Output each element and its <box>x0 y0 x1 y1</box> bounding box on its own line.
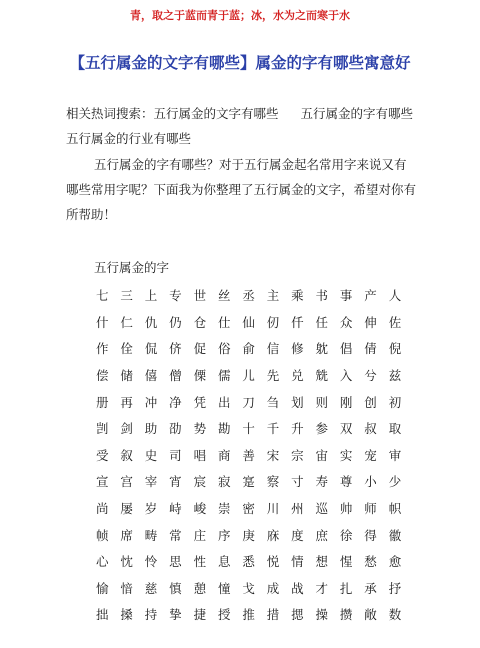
character-cell: 傈 <box>193 368 207 384</box>
character-cell: 徐 <box>339 527 353 543</box>
character-cell: 势 <box>193 421 207 437</box>
character-cell: 储 <box>120 368 133 384</box>
keyword-link-2[interactable]: 五行属金的字有哪些 <box>300 106 414 121</box>
character-cell: 倩 <box>364 341 377 357</box>
character-cell: 授 <box>217 607 231 623</box>
character-cell: 持 <box>144 607 158 623</box>
character-cell: 十 <box>242 421 255 437</box>
character-cell: 刚 <box>339 394 353 410</box>
character-cell: 躭 <box>315 341 329 357</box>
section-heading: 五行属金的字 <box>94 260 170 275</box>
character-cell: 悉 <box>242 554 255 570</box>
character-cell: 寿 <box>315 474 329 490</box>
character-cell: 丞 <box>242 288 255 304</box>
character-cell: 宫 <box>120 474 133 490</box>
character-cell: 侪 <box>169 341 182 357</box>
character-cell: 愁 <box>364 554 377 570</box>
character-cell: 佺 <box>120 341 133 357</box>
character-cell: 人 <box>388 288 402 304</box>
character-cell: 庥 <box>266 527 280 543</box>
character-cell: 小 <box>364 474 377 490</box>
character-cell: 伸 <box>364 314 377 330</box>
character-cell: 事 <box>339 288 353 304</box>
character-cell: 情 <box>291 554 304 570</box>
character-cell: 受 <box>96 447 109 463</box>
character-cell: 才 <box>315 580 329 596</box>
character-cell: 主 <box>266 288 280 304</box>
character-cell: 取 <box>388 421 402 437</box>
character-cell: 忱 <box>120 554 133 570</box>
character-cell: 州 <box>291 501 304 517</box>
character-cell: 僧 <box>169 368 182 384</box>
character-cell: 刍 <box>266 394 280 410</box>
character-cell: 戈 <box>242 580 255 596</box>
character-cell: 宵 <box>169 474 182 490</box>
character-cell: 先 <box>266 368 280 384</box>
character-cell: 兟 <box>315 368 329 384</box>
character-cell: 实 <box>339 447 353 463</box>
character-cell: 什 <box>96 314 109 330</box>
character-cell: 商 <box>217 447 231 463</box>
character-cell: 宸 <box>193 474 207 490</box>
character-cell: 宋 <box>266 447 280 463</box>
character-cell: 想 <box>315 554 329 570</box>
character-cell: 史 <box>144 447 158 463</box>
related-keywords <box>66 101 426 151</box>
character-cell: 庶 <box>315 527 329 543</box>
intro-paragraph: 五行属金的字有哪些？对于五行属金起名常用字来说又有哪些常用字呢？下面我为你整理了五行属金的文字，希望对你有所帮助！ <box>66 157 417 222</box>
character-cell: 划 <box>291 394 304 410</box>
character-cell: 出 <box>217 394 231 410</box>
character-cell: 憧 <box>217 580 231 596</box>
character-cell: 倡 <box>339 341 353 357</box>
character-cell: 剑 <box>120 421 133 437</box>
character-cell: 尊 <box>339 474 353 490</box>
character-cell: 寔 <box>242 474 255 490</box>
character-cell: 仇 <box>144 314 158 330</box>
character-cell: 则 <box>315 394 329 410</box>
character-cell: 巡 <box>315 501 329 517</box>
character-cell: 得 <box>364 527 377 543</box>
character-cell: 察 <box>266 474 280 490</box>
character-cell: 勘 <box>217 421 231 437</box>
character-cell: 敞 <box>364 607 377 623</box>
character-cell: 叙 <box>120 447 133 463</box>
character-cell: 仕 <box>217 314 231 330</box>
character-cell: 任 <box>315 314 329 330</box>
keyword-link-3[interactable]: 五行属金的行业有哪些 <box>66 131 192 146</box>
character-cell: 峻 <box>193 501 207 517</box>
character-cell: 信 <box>266 341 280 357</box>
character-cell: 仟 <box>291 314 304 330</box>
character-cell: 仓 <box>193 314 207 330</box>
character-cell: 双 <box>339 421 353 437</box>
character-cell: 上 <box>144 288 158 304</box>
character-cell: 尚 <box>96 501 109 517</box>
character-cell: 专 <box>169 288 182 304</box>
character-grid <box>96 282 406 628</box>
page-title: 【五行属金的文字有哪些】属金的字有哪些寓意好 <box>69 53 411 72</box>
character-cell: 扎 <box>339 580 353 596</box>
character-cell: 密 <box>242 501 255 517</box>
character-cell: 帜 <box>388 501 402 517</box>
character-cell: 帧 <box>96 527 109 543</box>
character-cell: 兹 <box>388 368 402 384</box>
character-cell: 承 <box>364 580 377 596</box>
character-cell: 度 <box>291 527 304 543</box>
character-cell: 劭 <box>169 421 182 437</box>
character-cell: 战 <box>291 580 304 596</box>
character-cell: 数 <box>388 607 402 623</box>
character-cell: 席 <box>120 527 133 543</box>
character-cell: 促 <box>193 341 207 357</box>
character-cell: 庚 <box>242 527 255 543</box>
character-cell: 世 <box>193 288 207 304</box>
character-cell: 愔 <box>120 580 133 596</box>
character-cell: 措 <box>266 607 280 623</box>
character-cell: 入 <box>339 368 353 384</box>
character-cell: 众 <box>339 314 353 330</box>
character-cell: 推 <box>242 607 255 623</box>
keywords-label: 相关热词搜索： <box>66 106 154 121</box>
character-cell: 宠 <box>364 447 377 463</box>
character-cell: 初 <box>388 394 402 410</box>
character-cell: 司 <box>169 447 182 463</box>
character-cell: 参 <box>315 421 329 437</box>
character-cell: 儿 <box>242 368 255 384</box>
character-cell: 拙 <box>96 607 109 623</box>
character-cell: 七 <box>96 288 109 304</box>
character-cell: 崇 <box>217 501 231 517</box>
character-cell: 憩 <box>193 580 207 596</box>
character-cell: 思 <box>169 554 182 570</box>
character-cell: 叔 <box>364 421 377 437</box>
character-cell: 凭 <box>193 394 207 410</box>
character-cell: 峙 <box>169 501 182 517</box>
keyword-link-1[interactable]: 五行属金的文字有哪些 <box>153 106 279 121</box>
character-cell: 庄 <box>193 527 207 543</box>
character-cell: 少 <box>388 474 402 490</box>
character-cell: 心 <box>96 554 109 570</box>
character-cell: 搡 <box>120 607 133 623</box>
character-cell: 偿 <box>96 368 109 384</box>
character-cell: 川 <box>266 501 280 517</box>
character-cell: 审 <box>388 447 402 463</box>
character-cell: 丝 <box>217 288 231 304</box>
character-cell: 侃 <box>144 341 158 357</box>
character-cell: 创 <box>364 394 377 410</box>
character-cell: 寸 <box>291 474 304 490</box>
character-cell: 怜 <box>144 554 158 570</box>
character-cell: 宗 <box>291 447 304 463</box>
character-cell: 惺 <box>339 554 353 570</box>
character-cell: 徽 <box>388 527 402 543</box>
character-cell: 成 <box>266 580 280 596</box>
character-cell: 三 <box>120 288 133 304</box>
character-cell: 揌 <box>291 607 304 623</box>
character-cell: 序 <box>217 527 231 543</box>
character-cell: 乘 <box>291 288 304 304</box>
character-cell: 产 <box>364 288 377 304</box>
character-cell: 抒 <box>388 580 402 596</box>
character-cell: 仁 <box>120 314 133 330</box>
character-cell: 宙 <box>315 447 329 463</box>
character-cell: 修 <box>291 341 304 357</box>
character-cell: 仍 <box>169 314 182 330</box>
character-cell: 屡 <box>120 501 133 517</box>
character-cell: 作 <box>96 341 109 357</box>
character-cell: 刀 <box>242 394 255 410</box>
character-cell: 帅 <box>339 501 353 517</box>
character-cell: 兮 <box>364 368 377 384</box>
character-cell: 仙 <box>242 314 255 330</box>
header-motto: 青，取之于蓝而青于蓝；冰，水为之而寒于水 <box>130 9 350 22</box>
character-cell: 唱 <box>193 447 207 463</box>
character-cell: 宣 <box>96 474 109 490</box>
character-cell: 千 <box>266 421 280 437</box>
character-cell: 愉 <box>96 580 109 596</box>
character-cell: 慈 <box>144 580 158 596</box>
character-cell: 常 <box>169 527 182 543</box>
character-cell: 兑 <box>291 368 304 384</box>
character-cell: 悦 <box>266 554 280 570</box>
character-cell: 再 <box>120 394 133 410</box>
character-cell: 师 <box>364 501 377 517</box>
character-cell: 宰 <box>144 474 158 490</box>
character-cell: 僖 <box>144 368 158 384</box>
character-cell: 性 <box>193 554 207 570</box>
character-cell: 助 <box>144 421 158 437</box>
character-cell: 俞 <box>242 341 255 357</box>
character-cell: 书 <box>315 288 329 304</box>
character-cell: 攒 <box>339 607 353 623</box>
character-cell: 俗 <box>217 341 231 357</box>
character-cell: 操 <box>315 607 329 623</box>
character-cell: 仞 <box>266 314 280 330</box>
character-cell: 岁 <box>144 501 158 517</box>
character-cell: 剀 <box>96 421 109 437</box>
character-cell: 畴 <box>144 527 158 543</box>
character-cell: 升 <box>291 421 304 437</box>
character-cell: 儒 <box>217 368 231 384</box>
character-cell: 净 <box>169 394 182 410</box>
character-cell: 善 <box>242 447 255 463</box>
character-cell: 寂 <box>217 474 231 490</box>
character-cell: 倪 <box>388 341 402 357</box>
character-cell: 慎 <box>169 580 182 596</box>
character-cell: 愈 <box>388 554 402 570</box>
character-cell: 挚 <box>169 607 182 623</box>
character-cell: 捷 <box>193 607 207 623</box>
character-cell: 冲 <box>144 394 158 410</box>
character-cell: 息 <box>217 554 231 570</box>
character-cell: 册 <box>96 394 109 410</box>
character-cell: 佐 <box>388 314 402 330</box>
